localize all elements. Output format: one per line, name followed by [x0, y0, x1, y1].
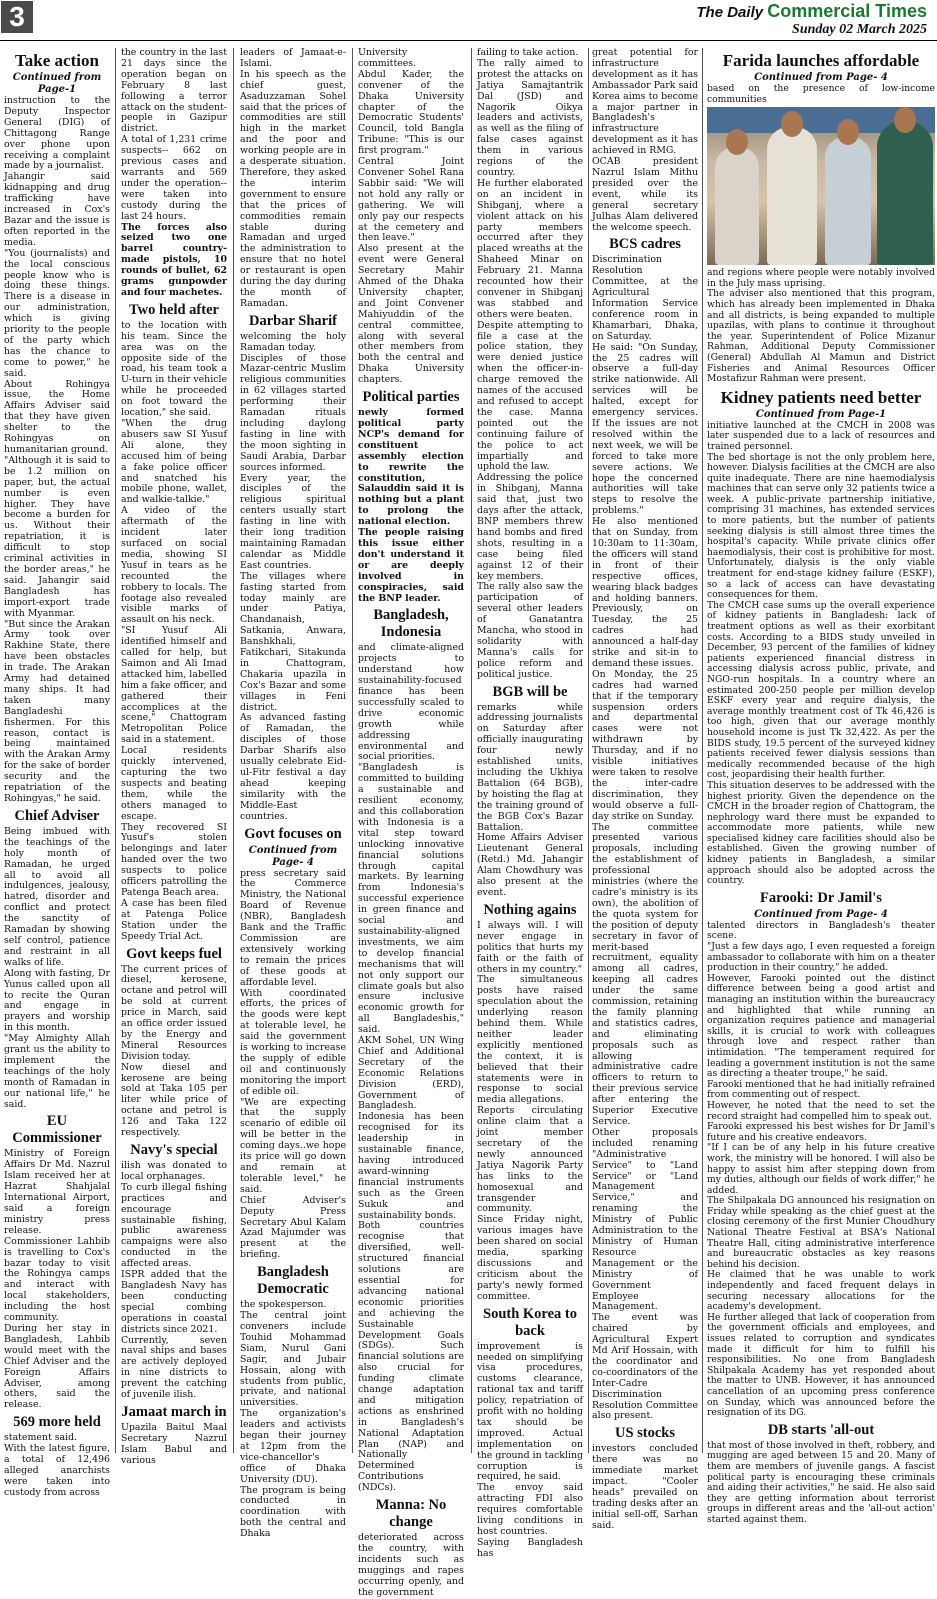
- paragraph: ilish was donated to local orphanages.: [121, 1160, 227, 1182]
- headline-bangladesh-democratic: Bangladesh Democratic: [257, 1264, 329, 1298]
- paragraph: Currently, seven naval ships and bases are actively deployed in nine districts to prevent the catching of juvenile ilish.: [121, 1334, 227, 1401]
- paragraph: The forces also seized two one barrel country-made pistols, 10 rounds of bullet, 62 grams gunpowder and four machetes.: [121, 221, 227, 298]
- photo-person: [825, 137, 871, 265]
- headline-manna-no-change: Manna: No change: [375, 1497, 447, 1531]
- paragraph: Also present at the event were General Secretary Mahir Ahmed of the Dhaka University chapter, and Joint Convener Mahiyuddin of the central committee, along with several other members from both the central and Dhaka University chapters.: [358, 243, 464, 386]
- paragraph: In his speech as the chief guest, Asaduzzaman Sohel said that the prices of commodities are still high in the market and the poor and working people are in a desperate situation. Therefore, they asked the interim government to ensure that the prices of commodities remain stable during Ramadan and urged the administration to ensure that no hotel or restaurant is open during the day during the month of Ramadan.: [240, 68, 346, 309]
- continued-note: Continued from Page-1: [755, 408, 887, 420]
- paragraph: Disciples of those Mazar-centric Muslim religious communities in 62 villages started performing their Ramadan rituals including daylong fasting in line with the moon sighting in Saudi Arabia, Darbar sources informed.: [240, 352, 346, 473]
- paragraph: The program is being conducted in coordination with both the central and Dhaka: [240, 1484, 346, 1540]
- paragraph: OCAB president Nazrul Islam Mithu presided over the event, while its general secretary Julhas Alam delivered the welcome speech.: [592, 156, 698, 233]
- photo-head: [781, 111, 803, 137]
- paragraph: As advanced fasting of Ramadan, the disciples of those Darbar Sharifs also usually celebrate Eid-ul-Fitr festival a day ahead keeping similarity with the Middle-East countries.: [240, 712, 346, 822]
- paragraph: ISPR added that the Bangladesh Navy has been conducting special combing operations in coastal districts since 2021.: [121, 1269, 227, 1335]
- paragraph: The villages where fasting started from today mainly are under Patiya, Chandanaish, Satkania, Anwara, Banshkhali, Fatikchari, Sitakunda in Chattogram, Chakaria upazila in Cox's Bazar and some villages in Feni district.: [240, 570, 346, 713]
- continued-note: Continued from Page- 4: [248, 844, 338, 868]
- paragraph: newly formed political party NCP's demand for constituent assembly election to rewrite the constitution, Salauddin said it is nothing but a plant to prolong the national election.: [358, 407, 464, 528]
- photo-head: [837, 119, 859, 145]
- paragraph: The people raising this issue either don't understand it or are deeply involved in conspiracies, said the BNP leader.: [358, 527, 464, 604]
- paragraph: the spokesperson.: [240, 1299, 327, 1311]
- headline-two-held-after: Two held after: [129, 301, 219, 318]
- paragraph: "You (journalists) and the local conscious people know who is doing these things. There is a disease in our administration, which is giving priority to the people of the party which has the chance to come to power," he said.: [4, 247, 110, 379]
- paragraph: Reports circulating online claim that a joint member secretary of the newly announced Jatiya Nagorik Party has links to the homosexual and transgender community.: [477, 1105, 583, 1215]
- paragraph: The Shilpakala DG announced his resignation on Friday while speaking as the chief guest at the closing ceremony of the first Munier Choudhury National Theatre Festival at BSA's National Theatre Hall, citing administrative interference and bureaucratic obstacles as key reasons behind his decision.: [707, 1195, 935, 1270]
- paragraph: Abdul Kader, the convener of the Dhaka University chapter of the Democratic Students' Council, told Bangla Tribune: "This is our first program.": [358, 68, 464, 157]
- column-2: [121, 47, 227, 1466]
- paragraph: Local residents quickly intervened, capturing the two suspects and beating them, while the others managed to escape.: [121, 745, 227, 822]
- paragraph: "We are expecting that the supply scenario of edible oil will be better in the coming days..we hope its price will go down and remain at tolerable level," he said.: [240, 1096, 346, 1195]
- column-divider: [471, 48, 472, 1453]
- column-divider: [233, 48, 234, 1453]
- headline-chief-adviser: Chief Adviser: [14, 807, 100, 824]
- paragraph: to the location with his team. Since the area was on the opposite side of the road, his team took a U-turn in their vehicle while he proceeded on foot toward the location," she said.: [121, 319, 227, 419]
- paragraph: "But since the Arakan Army took over Rakhine State, there have been obstacles in trade. The Arakan Army had detained many ships. It had taken many Bangladeshi fishermen. For this reason, contact is being maintained with the Arakan Army for the sake of border security and the repatriation of the Rohingyas," he said.: [4, 618, 110, 804]
- paragraph: The current prices of diesel, kerosene, octane and petrol will be sold at current price in March, said an office order issued by the Energy and Mineral Resources Division today.: [121, 963, 227, 1062]
- paragraph: Now diesel and kerosene are being sold at Taka 105 per liter while price of octane and petrol is 126 and Taka 122 respectively.: [121, 1061, 227, 1139]
- paragraph: investors concluded there was no immediate market impact. "Cooler heads" prevailed on trading desks after an initial sell-off, Sarhan said.: [592, 1443, 698, 1531]
- paragraph: Being imbued with the teachings of the holy month of Ramadan, he urged all to avoid all indulgences, jealousy, hatred, disorder and conflict and protect the sanctity of Ramadan by showing self control, patience and restraint in all walks of life.: [4, 825, 110, 968]
- paragraph: Addressing the police in Shibganj, Manna said that, just two days after the attack, BNP members threw hand bombs and fired shots, resulting in a case being filed against 12 of their key members.: [477, 472, 583, 582]
- column-divider: [702, 48, 703, 1453]
- paragraph: Other proposals included renaming "Administrative Service" to "Land Service" or "Land Management Service," and renaming the Ministry of Public Administration to the Ministry of Human Resource Management or the Ministry of Government Employee Management.: [592, 1126, 698, 1313]
- paragraph: The CMCH case sums up the overall experience of kidney patients in Bangladesh: lack of treatment options as well as their exorbitant costs. According to a BIDS study unveiled in December, 93 percent of the families of kidney patients experienced financial distress in accessing dialysis across public, private, and NGO-run hospitals. In a country where an estimated 200-250 people per million develop ESKF every year and require dialysis, the average monthly treatment cost of Tk 46,426 is too high, given that our average monthly household income is just Tk 32,422. As per the BIDS study, 19.5 percent of the surveyed kidney patients received fewer dialysis sessions than medically recommended because of the high cost, jeopardising their health further.: [707, 599, 935, 781]
- paragraph: However, he noted that the need to set the record straight had compelled him to speak out.: [707, 1099, 935, 1122]
- paragraph: The event was chaired by Agricultural Expert Md Arif Hossain, with the coordinator and co-coordinators of the Inter-Cadre Discrimination Resolution Committee also present.: [592, 1312, 698, 1422]
- column-4: [358, 47, 464, 1598]
- headline-farooki: Farooki: Dr Jamil's: [760, 889, 882, 906]
- column-divider: [588, 48, 589, 1453]
- paragraph: With the latest figure, a total of 12,496 alleged anarchists were taken into custody from across: [4, 1443, 110, 1498]
- photo-head: [894, 107, 916, 133]
- paragraph: About Rohingya issue, the Home Affairs Adviser said that they have given shelter to the Rohingyas on humanitarian ground.: [4, 378, 110, 455]
- paragraph: He said: "On Sunday, the 25 cadres will observe a full-day strike nationwide. All services will be halted, except for emergency services. If the issues are not resolved within the next week, we will be forced to take more severe actions. We hope the concerned authorities will take steps to resolve the problems.": [592, 341, 698, 517]
- paragraph: "Bangladesh is committed to building a sustainable and resilient economy, and this collaboration with Indonesia is a vital step toward unlocking innovative financial solutions through capital markets. By learning from Indonesia's successful experience in green finance and social and sustainability-aligned investments, we aim to develop financial mechanisms that will not only support our climate goals but also ensure inclusive economic growth for all Bangladeshis," said.: [358, 762, 464, 1036]
- headline-bgb-will-be: BGB will be: [492, 683, 568, 700]
- paragraph: great potential for infrastructure development as it has Ambassador Park said Korea aims to become a major partner in Bangladesh's infrastructure development as it has achieved in RMG.: [592, 47, 698, 157]
- paragraph: initiative launched at the CMCH in 2008 was later suspended due to a lack of resources and trained personnel.: [707, 419, 935, 452]
- paragraph: Farooki expressed his best wishes for Dr Jamil's future and his creative endeavors.: [707, 1121, 935, 1143]
- paragraph: "If I can be of any help in his future creative work, the ministry will be honored. I will also be happy to assist him after stepping down from my duties, although our fields of work differ," he added.: [707, 1142, 935, 1196]
- paragraph: Discrimination Resolution Committee, at the Agricultural Information Service conference room in Khamarbari, Dhaka, on Saturday.: [592, 254, 698, 342]
- paragraph: Farooki mentioned that he had initially refrained from commenting out of respect.: [707, 1078, 935, 1101]
- headline-darbar-sharif: Darbar Sharif: [249, 312, 337, 329]
- paragraph: They recovered SI Yusuf's stolen belongings and later handed over the two suspects to police officers patrolling the Patenga Beach area.: [121, 821, 227, 898]
- paragraph: Along with fasting, Dr Yunus called upon all to recite the Quran and engage in prayers and worship in this month.: [4, 967, 110, 1034]
- column-6: [592, 47, 698, 1531]
- paper-name: [696, 2, 927, 22]
- column-5: [477, 47, 583, 1559]
- header-rule: [0, 40, 937, 41]
- headline-bangladesh-indonesia: Bangladesh, Indonesia: [373, 607, 449, 641]
- paragraph: press secretary said the Commerce Ministry, the National Board of Revenue (NBR), Bangladesh Bank and the Traffic Commission are extensively working to remain the prices of these goods at affordable level.: [240, 867, 346, 988]
- paragraph: Every year, the disciples of the religious spiritual centers usually start fasting in line with their long tradition maintaining Ramadan calendar as Middle East countries.: [240, 472, 346, 571]
- masthead: [696, 2, 927, 38]
- continued-note: Continued from Page- 4: [754, 908, 888, 920]
- column-1: [4, 48, 110, 1498]
- headline-south-korea: South Korea to back: [483, 1305, 577, 1339]
- headline-569-more-held: 569 more held: [13, 1414, 101, 1431]
- paragraph: and regions where people were notably involved in the July mass uprising.: [707, 267, 935, 289]
- paragraph: He also mentioned that on Sunday, from 10:30am to 11:30am, the officers will stand in front of their respective offices, wearing black badges and holding banners. Previously, on Tuesday, the 25 cadres had announced a half-day strike and sit-in to demand these issues.: [592, 516, 698, 669]
- paragraph: Indonesia has been recognised for its leadership in sustainable finance, having introduced award-winning financial instruments such as the Green Sukuk and sustainability bonds.: [358, 1111, 464, 1221]
- headline-take-action: Take action: [15, 51, 99, 70]
- paragraph: based on the presence of low-income communities: [707, 83, 935, 105]
- paragraph: The rally aimed to protest the attacks on Jatiya Samajtantrik Dal (JSD) and Nagorik Oikya leaders and activists, as well as the filing of false cases against them in various regions of the country.: [477, 57, 583, 178]
- issue-date: Sunday 02 March 2025: [792, 22, 927, 37]
- column-divider: [352, 48, 353, 1453]
- headline-navys-special: Navy's special: [130, 1142, 218, 1158]
- headline-nothing-agains: Nothing agains: [483, 901, 577, 918]
- paragraph: and climate-aligned projects to understand how sustainability-focused finance has been successfully scaled to drive economic growth while addressing environmental and social priorities.: [358, 642, 464, 763]
- paragraph: Ministry of Foreign Affairs Dr Md. Nazrul Islam received her at Hazrat Shahjalal International Airport, said a foreign ministry press release.: [4, 1148, 110, 1236]
- headline-us-stocks: US stocks: [614, 1425, 676, 1442]
- paragraph: talented directors in Bangladesh's theater scene.: [707, 919, 935, 942]
- paragraph: To curb illegal fishing practices and encourage sustainable fishing, public awareness campaigns were also conducted in the affected areas.: [121, 1181, 227, 1270]
- paragraph: However, Farooki pointed out the distinct difference between being a good artist and managing an institution within the bureaucracy and highlighted that while running an organization requires patience and managerial skills, it is crucial to work with colleagues through love and respect rather than intimidation. "The temperament required for leading a government institution is not the same as directing a theater troupe," he said.: [707, 972, 935, 1080]
- paragraph: The rally also saw the participation of several other leaders of Ganatantra Mancha, who stood in solidarity with Manna's calls for police reform and political justice.: [477, 581, 583, 680]
- paragraph: The committee presented various proposals, including the establishment of professional ministries (where the cadre's ministry is its own), the abolition of the quota system for the position of deputy secretary in favor of merit-based recruitment, equality among all cadres, keeping all cadres under the same commission, retaining the family planning and statistics cadres, and eliminating proposals such as allowing administrative cadre officers to return to their previous service after entering the Superior Executive Service.: [592, 821, 698, 1127]
- headline-jamaat-march: Jamaat march in: [121, 1403, 227, 1420]
- paragraph: statement said.: [4, 1432, 78, 1444]
- paragraph: AKM Sohel, UN Wing Chief and Additional Secretary of the Economic Relations Division (ERD), Government of Bangladesh.: [358, 1035, 464, 1112]
- paragraph: Since Friday night, various images have been shared on social media, sparking discussions and criticism about the party's newly formed committee.: [477, 1214, 583, 1302]
- paragraph: The envoy said attracting FDI also requires comfortable living conditions in host countries.: [477, 1482, 583, 1537]
- paragraph: that most of those involved in theft, robbery, and mugging are aged between 15 and 20. Many of them are members of juvenile gangs. A fascist political party is encouraging these criminals and aiding their activities," he said. He also said they are getting information about terrorist groups in different areas and the 'all-out action' started against them.: [707, 1439, 935, 1525]
- paragraph: remarks while addressing journalists on Saturday after officially inaugurating four newly established units, including the Ukhiya Battalion (64 BGB), by hoisting the flag at the training ground of the BGB Cox's Bazar Battalion.: [477, 701, 583, 833]
- column-divider: [115, 48, 116, 1453]
- paper-title: Commercial Times: [767, 1, 927, 21]
- paragraph: Home Affairs Adviser Lieutenant General (Retd.) Md. Jahangir Alam Chowdhury was also present at the event.: [477, 832, 583, 898]
- paragraph: University committees.: [358, 47, 417, 69]
- paragraph: He further elaborated on an incident in Shibganj, where a violent attack on his party members occurred after they placed wreaths at the Shaheed Minar on February 21. Manna recounted how their convener in Shibganj was stabbed and others were beaten.: [477, 177, 583, 320]
- paper-prefix: The Daily: [696, 4, 764, 21]
- page-number: 3: [1, 1, 33, 33]
- paragraph: improvement is needed on simplifying visa procedures, customs clearance, rational tax and tariff policy, repatriation of profit with no holding tax should be improved. Actual implementation on the ground in tackling corruption is required, he said.: [477, 1340, 583, 1483]
- paragraph: "Although it is said to be 1.2 million on paper, but, the actual number is even higher. They have become a burden for us. Without their repatriation, it is difficult to stop criminal activities in the border areas," he said. Jahangir said Bangladesh has import-export trade with Myanmar.: [4, 454, 110, 619]
- paragraph: The central joint conveners include Touhid Mohammad Siam, Nurul Gani Sagir, and Jubair Hossain, along with students from public, private, and national universities.: [240, 1310, 346, 1409]
- paragraph: Chief Adviser's Deputy Press Secretary Abul Kalam Azad Majumder was present at the briefing.: [240, 1194, 346, 1261]
- paragraph: instruction to the Deputy Inspector General (DIG) of Chittagong Range over phone upon receiving a complaint made by a journalist.: [4, 95, 110, 172]
- paragraph: Jahangir said kidnapping and drug trafficking have increased in Cox's Bazar and the issue is often reported in the media.: [4, 171, 110, 248]
- photo-head: [726, 129, 748, 155]
- headline-db-starts: DB starts 'all-out: [767, 1421, 875, 1438]
- paragraph: "May Almighty Allah grant us the ability to implement the teachings of the holy month of Ramadan in our national life," he said.: [4, 1033, 110, 1110]
- paragraph: deteriorated across the country, with incidents such as muggings and rapes occurring openly, and the government: [358, 1532, 464, 1598]
- headline-govt-focuses-on: Govt focuses on: [244, 825, 342, 842]
- paragraph: With coordinated efforts, the prices of the goods were kept at tolerable level, he said the government is working to increase the supply of edible oil and continuously monitoring the import of edible oil.: [240, 987, 346, 1097]
- paragraph: He further alleged that lack of cooperation from the government officials and employees, and issues related to corruption and syndicates made it difficult for him to fulfill his responsibilities. No one from Bangladesh Shilpakala Academy has yet responded about the matter to UNB. However, it has announced cancellation of an upcoming press conference on Sunday, which was announced before the resignation of its DG.: [707, 1311, 935, 1419]
- paragraph: The adviser also mentioned that this program, which has already been implemented in Dhaka and all districts, is being expanded to multiple upazilas, with plans to continue it throughout the year. Superintendent of Police Mizanur Rahman, Additional Deputy Commissioner (General) Abdullah Al Mamun and District Fisheries and Animal Resources Officer Mostafizur Rahman were present.: [707, 288, 935, 385]
- paragraph: A case has been filed at Patenga Police Station under the Speedy Trial Act.: [121, 897, 227, 942]
- paragraph: Central Joint Convener Sohel Rana Sabbir said: "We will not hold any rally or gathering. We will only pay our respects at the cemetery and then leave.": [358, 156, 464, 244]
- paragraph: leaders of Jamaat-e-Islami.: [240, 47, 346, 69]
- paragraph: The simultaneous posts have raised speculation about the underlying reason behind them. While neither leader explicitly mentioned the context, it is believed that their statements were in response to social media allegations.: [477, 974, 583, 1106]
- paragraph: Saying Bangladesh has: [477, 1536, 583, 1559]
- headline-farida-launches: Farida launches affordable: [722, 51, 920, 70]
- headline-bcs-cadres: BCS cadres: [609, 236, 681, 253]
- paragraph: failing to take action.: [477, 47, 579, 58]
- paragraph: the country in the last 21 days since the operation began on February 8 last following a terror attack on the student-people in Gazipur district.: [121, 47, 227, 135]
- headline-political-parties: Political parties: [362, 389, 460, 406]
- photo-person: [767, 127, 817, 265]
- paragraph: "SI Yusuf Ali identified himself and called for help, but Saimon and Ali Imad attacked him, labelled him a fake officer, and gathered their accomplices at the scene," Chattogram Metropolitan Police said in a statement.: [121, 625, 227, 746]
- paragraph: Despite attempting to file a case at the police station, they were denied justice when the officer-in-charge removed the names of the accused and refused to accept the case. Manna pointed out the continuing failure of the police to act impartially and uphold the law.: [477, 319, 583, 473]
- paragraph: A total of 1,231 crime suspects-- 662 on previous cases and warrants and 569 under the operation-- were taken into custody during the last 24 hours.: [121, 134, 227, 222]
- paragraph: A video of the aftermath of the incident later surfaced on social media, showing SI Yusuf in tears as he recounted the robbery to locals. The footage also revealed visible marks of assault on his neck.: [121, 505, 227, 626]
- paragraph: "When the drug abusers saw SI Yusuf Ali alone, they accused him of being a fake police officer and snatched his mobile phone, wallet, and walkie-talkie.": [121, 418, 227, 506]
- paragraph: Both countries recognise that diversified, well-structured financial solutions are essential for advancing national economic priorities and achieving the Sustainable Development Goals (SDGs). Such financial solutions are also crucial for funding climate change adaptation and mitigation actions as enshrined in Bangladesh's National Adaptation Plan (NAP) and Nationally Determined Contributions (NDCs).: [358, 1220, 464, 1494]
- paragraph: This situation deserves to be addressed with the highest priority. Given the dependence on the CMCH in the broader region of Chattogram, the nephrology ward there must be expanded to accommodate more patients, while new specialised kidney care facilities should also be established. Given the growing number of kidney patients in Bangladesh, a similar approach should also be adopted across the country.: [707, 779, 935, 887]
- headline-eu-commissioner: EU Commissioner: [12, 1113, 102, 1147]
- paragraph: During her stay in Bangladesh, Lahbib would meet with the Chief Adviser and the Foreign Affairs Adviser, among others, said the release.: [4, 1322, 110, 1411]
- paragraph: The organization's leaders and activists began their journey at 12pm from the vice-chancellor's office of Dhaka University (DU).: [240, 1408, 346, 1485]
- paragraph: welcoming the holy Ramadan today.: [240, 330, 346, 353]
- headline-kidney-patients: Kidney patients need better: [720, 387, 922, 407]
- paragraph: He claimed that he was unable to work independently and faced frequent delays in securing necessary allocations for the academy's development.: [707, 1269, 935, 1313]
- column-3: [240, 47, 346, 1540]
- headline-govt-keeps-fuel: Govt keeps fuel: [126, 945, 222, 962]
- photo-person: [877, 121, 933, 265]
- paragraph: Upazila Baitul Maal Secretary Nazrul Islam Babul and various: [121, 1421, 227, 1466]
- continued-note: Continued from Page- 4: [754, 72, 888, 83]
- news-photo: [707, 107, 935, 265]
- column-7: [707, 48, 935, 1525]
- paragraph: The bed shortage is not the only problem here, however. Dialysis facilities at the CMCH are also quite inadequate. There are nine haemodialysis machines that can serve only 32 patients twice a week. A public-private partnership initiative, comprising 31 machines, has extended services to more patients, but the number of patients seeking dialysis is still almost three times the hospital's capacity. While private clinics offer haemodialysis, their cost is prohibitive for most. Unfortunately, dialysis is the only viable treatment for end-stage kidney failure (ESKF), so a lack of access can have devastating consequences for them.: [707, 451, 935, 601]
- paragraph: Commissioner Lahbib is travelling to Cox's bazar today to visit the Rohingya camps and interact with local stakeholders, including the host community.: [4, 1235, 110, 1324]
- paragraph: On Monday, the 25 cadres had warned that if the temporary suspension orders and departmental cases were not withdrawn by Thursday, and if no visible initiatives were taken to resolve the inter-cadre discrimination, they would observe a full-day strike on Sunday.: [592, 668, 698, 822]
- paragraph: "Just a few days ago, I even requested a foreign ambassador to collaborate with him on a theater production in their country," he added.: [707, 941, 935, 974]
- photo-person: [715, 147, 759, 265]
- paragraph: I always will. I will never engage in politics that hurts my faith or the faith of others in my country.": [477, 919, 583, 975]
- continued-note: Continued from Page-1: [12, 72, 102, 95]
